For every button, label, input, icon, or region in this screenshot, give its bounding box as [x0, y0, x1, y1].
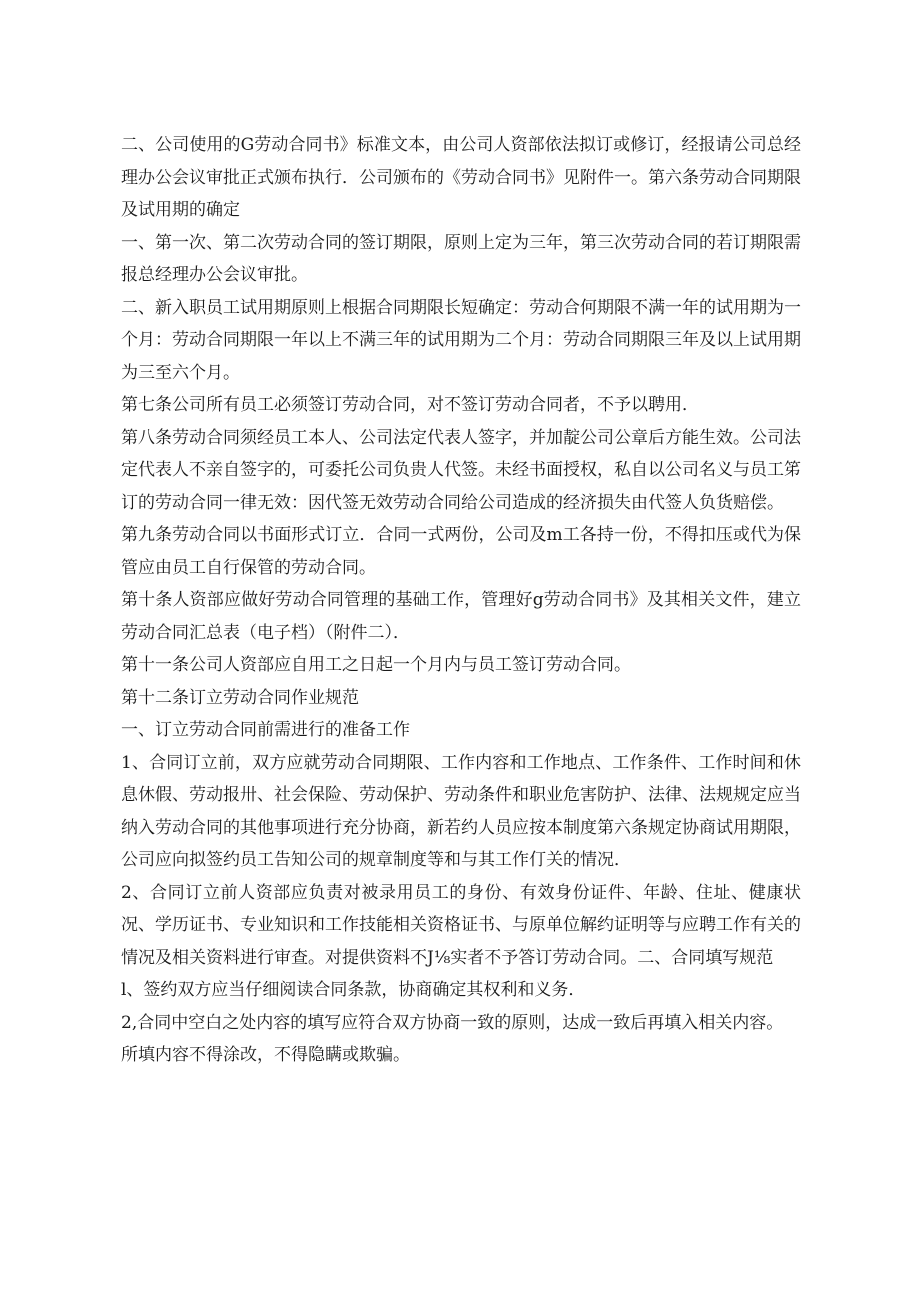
- paragraph-probation-period: 二、新入职员工试用期原则上根据合同期限长短确定：劳动合何期限不满一年的试用期为一个月：劳动合同期限一年以上不满三年的试用期为二个月：劳动合同期限三年及以上试用期为三至六个月。: [121, 297, 801, 383]
- paragraph-article-8: 第八条劳动合同须经员工本人、公司法定代表人签字，并加靛公司公章后方能生效。公司法定代表人不亲自签字的，可委托公司负贵人代签。未经书面授权，私自以公司名义与员工笫订的劳动合同一律无效：因代签无效劳动合同给公司造成的经济损失由代签人负货赔偿。: [121, 427, 801, 513]
- paragraph-article-9: 第九条劳动合同以书面形式订立．合同一式两份，公司及m工各持一份，不得扣压或代为保管应由员工自行保管的劳动合同。: [121, 525, 801, 578]
- paragraph-preparation-heading: 一、订立劳动合同前需进行的准备工作: [121, 720, 410, 740]
- paragraph-fill-item-2: 2,合同中空白之处内容的填写应符合双方协商一致的原则，达成一致后再填入相关内容。: [121, 1012, 784, 1033]
- paragraph-contract-term: 一、第一次、第二次劳动合同的签订期限，原则上定为三年，第三次劳动合同的若订期限需报总经理办公会议审批。: [121, 232, 801, 285]
- paragraph-fill-note: 所填内容不得涂改，不得隐瞒或欺骗。: [121, 1045, 410, 1065]
- paragraph-article-12-heading: 第十二条订立劳动合同作业规范: [121, 687, 359, 708]
- document-body: [121, 129, 801, 1072]
- paragraph-contract-text: 二、公司使用的G劳动合同书》标准文本，由公司人资部依法拟订或修订，经报请公司总经理办公会议审批正式颁布执行．公司颁布的《劳动合同书》见附件一。第六条劳动合同期限及试用期的确定: [121, 135, 801, 220]
- paragraph-article-7: 第七条公司所有员工必须签订劳动合同，对不签订劳动合同者，不予以聘用．: [121, 395, 699, 415]
- paragraph-fill-item-1: l、签约双方应当仔细阅读合同条款，协商确定其权利和义务．: [121, 980, 586, 1000]
- paragraph-article-10: 第十条人资部应做好劳动合同管理的基础工作，管理好g劳动合同书》及其相关文件，建立劳动合同汇总表（电子档）（附件二）．: [121, 590, 801, 643]
- paragraph-item-1: 1、合同订立前，双方应就劳动合同期限、工作内容和工作地点、工作条件、工作时间和休息休假、劳动报卅、社会保险、劳动保护、劳动条件和职业危害防护、法律、法规规定应当纳入劳动合同的其他事项进行充分协商，新若约人员应按本制度第六条规定协商试用期限，公司应向拟签约员工告知公司的规章制度等和与其工作仃关的情况．: [121, 752, 801, 870]
- paragraph-item-2: 2、合同订立前人资部应负责对被录用员工的身份、有效身份证件、年龄、住址、健康状况、学历证书、专业知识和工作技能相关资格证书、与原单位解约证明等与应聘工作有关的情况及相关资料进行审查。对提供资料不J⅛实者不予答订劳动合同。二、合同填写规范: [121, 882, 801, 968]
- paragraph-article-11: 第十一条公司人资部应自用工之日起一个月内与员工签订劳动合同。: [121, 655, 631, 675]
